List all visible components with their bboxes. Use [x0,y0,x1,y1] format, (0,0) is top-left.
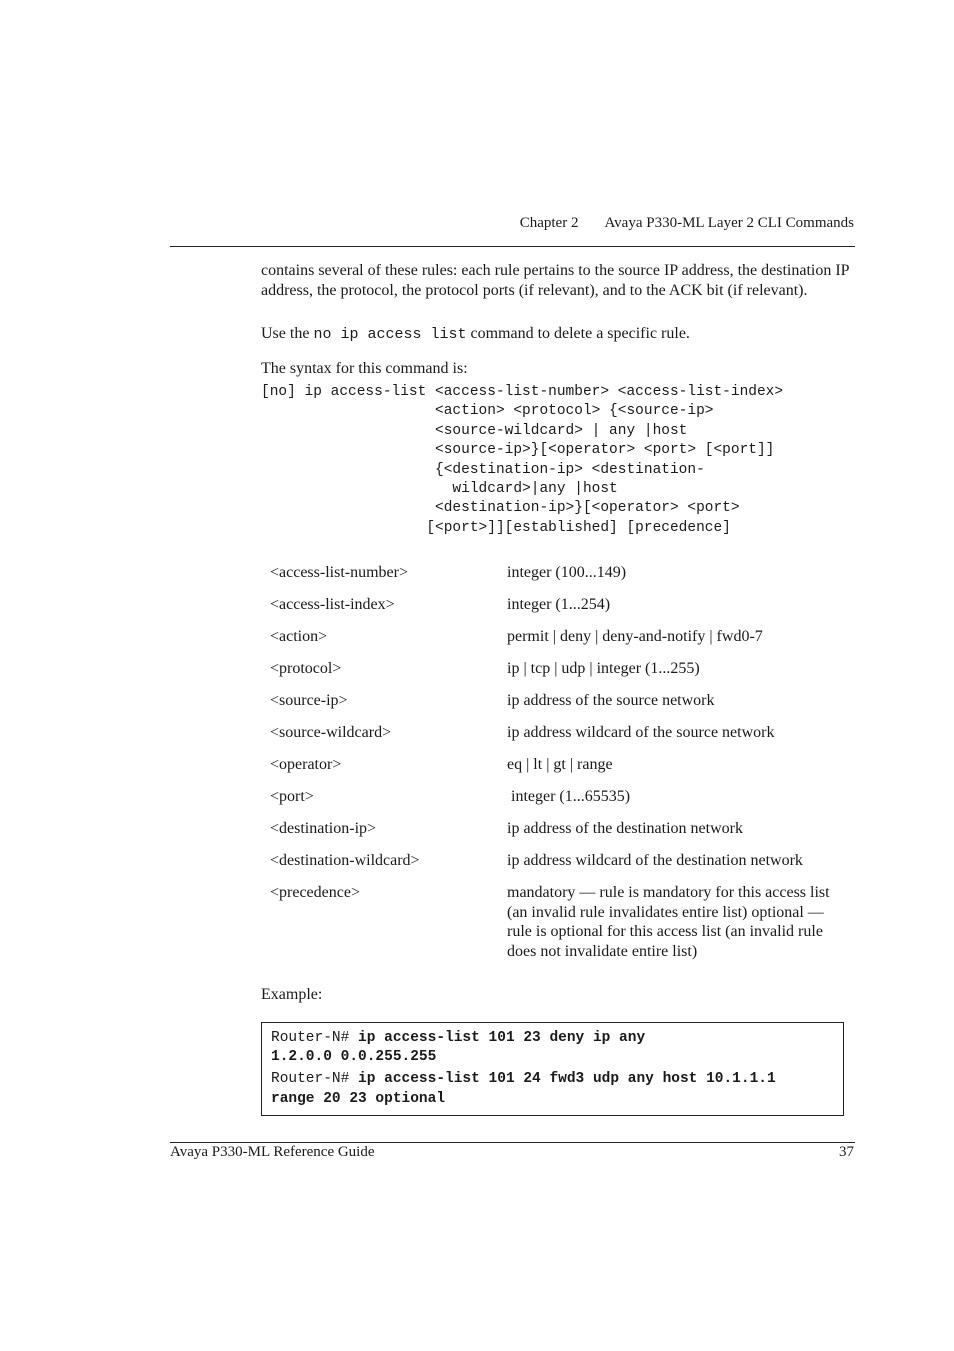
delete-suffix: command to delete a specific rule. [466,325,690,342]
syntax-line: <source-ip>}[<operator> <port> [<port]] [261,442,775,459]
parameter-description: integer (100...149) [507,564,627,581]
code-line [271,1090,445,1110]
parameter-description: mandatory — rule is mandatory for this access list (an invalid rule invalidates entire list) optional — rule is optional for this access list (an invalid rule does not invalidate entire list) [507,884,830,960]
syntax-line: <action> <protocol> {<source-ip> [261,403,714,420]
code-prompt: Router-N# [271,1030,359,1046]
parameter-description: ip address of the source network [507,692,715,709]
parameter-description: ip | tcp | udp | integer (1...255) [507,660,700,677]
chapter-title: Avaya P330-ML Layer 2 CLI Commands [604,215,854,231]
page-number: 37 [839,1144,854,1160]
parameter-name: <port> [270,788,314,805]
example-label: Example: [261,986,323,1003]
syntax-block [261,383,861,538]
syntax-line: wildcard>|any |host [261,481,618,498]
parameter-name: <action> [270,628,328,645]
code-command: 1.2.0.0 0.0.255.255 [271,1049,437,1065]
code-line [271,1029,645,1049]
parameter-description: integer (1...65535) [507,788,631,805]
parameter-name: <source-wildcard> [270,724,392,741]
parameter-name: <precedence> [270,884,360,901]
delete-command: no ip access list [313,326,467,343]
parameter-name: <protocol> [270,660,342,677]
parameter-description: ip address wildcard of the source network [507,724,775,741]
parameter-name: <access-list-index> [270,596,395,613]
delete-prefix: Use the [261,325,314,342]
syntax-line: <source-wildcard> | any |host [261,422,688,439]
footer-rule [170,1142,855,1143]
page-header [170,215,854,232]
code-line [271,1048,436,1068]
parameter-description: eq | lt | gt | range [507,756,613,773]
parameter-name: <operator> [270,756,342,773]
parameter-description: ip address of the destination network [507,820,743,837]
intro-paragraph: contains several of these rules: each rule pertains to the source IP address, the destination IP address, the protocol, the protocol ports (if relevant), and to the ACK bit (if relevant). [261,262,849,299]
example-code-box [261,1022,844,1116]
chapter-label: Chapter 2 [519,215,579,231]
code-command: ip access-list 101 24 fwd3 udp any host 10.1.1.1 [358,1071,776,1087]
header-rule [170,246,855,247]
syntax-intro: The syntax for this command is: [261,360,468,377]
parameter-name: <destination-ip> [270,820,377,837]
parameter-description: integer (1...254) [507,596,611,613]
parameter-name: <source-ip> [270,692,348,709]
parameter-description: permit | deny | deny-and-notify | fwd0-7 [507,628,763,645]
syntax-line: [<port>]][established] [precedence] [261,519,731,536]
code-command: ip access-list 101 23 deny ip any [358,1030,646,1046]
parameter-description: ip address wildcard of the destination network [507,852,803,869]
parameter-name: <access-list-number> [270,564,408,581]
code-line [271,1070,776,1090]
parameter-name: <destination-wildcard> [270,852,420,869]
footer-guide-title: Avaya P330-ML Reference Guide [170,1144,375,1160]
syntax-line: <destination-ip>}[<operator> <port> [261,500,740,517]
code-command: range 20 23 optional [271,1091,446,1107]
syntax-line: {<destination-ip> <destination- [261,461,705,478]
code-prompt: Router-N# [271,1071,359,1087]
delete-paragraph [261,324,855,345]
syntax-line: [no] ip access-list <access-list-number> <access-list-index> [261,384,784,400]
